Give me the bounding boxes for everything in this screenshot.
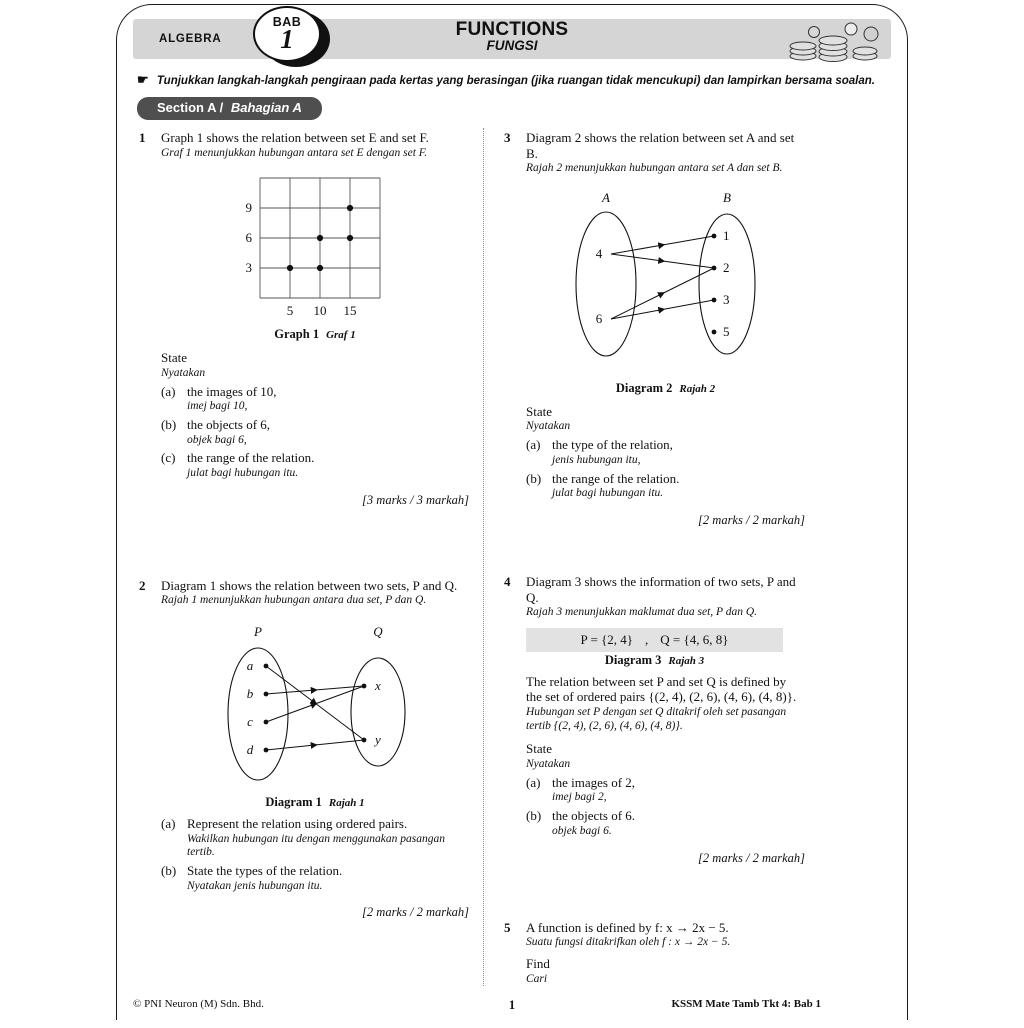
copyright-text: © PNI Neuron (M) Sdn. Bhd. xyxy=(133,998,264,1010)
two-column-layout xyxy=(131,128,893,986)
section-a-badge xyxy=(137,97,322,120)
question-3-part-b: (b) the range of the relation. julat bagi hubungan itu. xyxy=(526,470,680,500)
chapter-number: 1 xyxy=(280,24,294,54)
question-4-number: 4 xyxy=(504,573,511,589)
page-footer xyxy=(133,998,891,1010)
question-4-state: State Nyatakan xyxy=(526,741,571,771)
set-p-label: P xyxy=(254,624,262,640)
pointing-hand-icon: ☛ xyxy=(137,72,149,87)
header-bar xyxy=(133,15,891,59)
question-5-text-en: A function is defined by f: x → 2x − 5. xyxy=(526,919,729,935)
svg-text:6: 6 xyxy=(595,310,602,326)
question-1-part-c: (c) the range of the relation. julat bagi hubungan itu. xyxy=(161,450,315,479)
title-ms: FUNGSI xyxy=(486,38,538,54)
question-4-part-b: (b) the objects of 6. objek bagi 6. xyxy=(526,808,636,837)
page-title xyxy=(133,20,891,53)
svg-text:15: 15 xyxy=(343,303,356,319)
set-b-label: B xyxy=(722,189,731,205)
instruction-text: Tunjukkan langkah-langkah pengiraan pada kertas yang berasingan (jika ruangan tidak mencukupi) dan lampirkan bersama soalan. xyxy=(156,75,875,87)
svg-text:d: d xyxy=(246,742,254,758)
question-3-state: State Nyatakan xyxy=(526,403,571,433)
svg-text:10: 10 xyxy=(313,303,326,319)
page-frame xyxy=(116,4,908,1020)
question-4-part-a: (a) the images of 2, imej bagi 2, xyxy=(526,774,636,804)
subject-label: ALGEBRA xyxy=(159,33,222,45)
question-5 xyxy=(504,920,805,987)
spacer xyxy=(504,866,805,920)
question-2-text-ms: Rajah 1 menunjukkan hubungan antara dua set, P dan Q. xyxy=(161,594,427,607)
graph1-x-ticks xyxy=(286,303,356,318)
svg-text:a: a xyxy=(246,658,254,674)
svg-text:3: 3 xyxy=(245,260,252,276)
question-4 xyxy=(504,574,805,866)
question-3-part-a: (a) the type of the relation, jenis hubungan itu, xyxy=(526,437,673,466)
set-p-ellipse xyxy=(228,648,288,780)
diagram1-figure xyxy=(161,618,469,810)
chapter-badge-oval xyxy=(253,6,321,62)
question-1-text-ms: Graf 1 menunjukkan hubungan antara set E dengan set F. xyxy=(161,146,428,159)
diagram1-edges xyxy=(266,666,364,750)
svg-text:6: 6 xyxy=(245,230,252,246)
question-1-marks: [3 marks / 3 markah] xyxy=(362,492,469,507)
svg-text:5: 5 xyxy=(722,323,729,339)
question-3 xyxy=(504,130,805,528)
question-4-marks: [2 marks / 2 markah] xyxy=(698,850,805,865)
right-column xyxy=(483,128,893,986)
question-3-text-ms: Rajah 2 menunjukkan hubungan antara set A dan set B. xyxy=(526,162,783,175)
chapter-label: BAB xyxy=(272,15,302,29)
set-q-ellipse xyxy=(351,658,405,766)
diagram1-svg xyxy=(200,618,430,790)
svg-text:1: 1 xyxy=(722,227,729,243)
question-1-number: 1 xyxy=(139,130,146,145)
question-4-text-en: Diagram 3 shows the information of two sets, P and Q. xyxy=(526,573,796,605)
svg-text:c: c xyxy=(247,714,253,730)
set-q-definition: Q = {4, 6, 8} xyxy=(660,631,729,647)
question-1-text-en: Graph 1 shows the relation between set E and set F. xyxy=(161,130,429,145)
graph1-y-ticks xyxy=(245,200,252,275)
svg-text:9: 9 xyxy=(245,200,252,216)
instruction-line xyxy=(137,72,887,88)
question-4-text-ms: Rajah 3 menunjukkan maklumat dua set, P dan Q. xyxy=(526,606,758,619)
question-5-text-ms: Suatu fungsi ditakrifkan oleh f : x → 2x − 5. xyxy=(526,936,731,949)
set-q-label: Q xyxy=(373,624,383,640)
question-3-text-en: Diagram 2 shows the relation between set A and set B. xyxy=(526,130,795,161)
question-2 xyxy=(139,578,469,921)
sets-definition-box: P = {2, 4} , Q = {4, 6, 8} xyxy=(526,628,783,652)
question-1-part-a: (a) the images of 10, imej bagi 10, xyxy=(161,383,277,413)
question-1-part-b: (b) the objects of 6, objek bagi 6, xyxy=(161,416,271,446)
question-2-marks: [2 marks / 2 markah] xyxy=(362,905,469,920)
svg-text:2: 2 xyxy=(722,259,729,275)
diagram3-caption: Diagram 3 Rajah 3 xyxy=(604,652,705,667)
svg-text:4: 4 xyxy=(595,245,602,261)
title-en: FUNCTIONS xyxy=(455,19,569,40)
question-2-number: 2 xyxy=(139,577,146,593)
question-1-state: State Nyatakan xyxy=(161,350,206,379)
spacer xyxy=(139,508,469,578)
chapter-badge xyxy=(253,6,335,70)
set-a-ellipse xyxy=(576,212,636,356)
diagram2-figure xyxy=(526,186,805,396)
left-column xyxy=(131,128,483,986)
section-label-en: Section A / xyxy=(157,100,224,115)
question-2-part-a: (a) Represent the relation using ordered pairs. Wakilkan hubungan itu dengan menggunakan pasangan tertib. xyxy=(161,815,445,859)
diagram2-caption: Diagram 2 Rajah 2 xyxy=(615,380,716,395)
diagram2-svg xyxy=(551,186,781,376)
svg-text:5: 5 xyxy=(286,303,293,319)
graph1-svg xyxy=(228,170,403,322)
question-2-part-b: (b) State the types of the relation. Nyatakan jenis hubungan itu. xyxy=(161,863,343,892)
book-reference: KSSM Mate Tamb Tkt 4: Bab 1 xyxy=(671,998,821,1010)
diagram3-figure xyxy=(526,628,783,668)
graph1-figure xyxy=(161,170,469,342)
set-p-definition: P = {2, 4} xyxy=(580,631,634,647)
question-2-text-en: Diagram 1 shows the relation between two sets, P and Q. xyxy=(161,577,458,593)
question-5-find: Find Cari xyxy=(526,956,550,985)
spacer xyxy=(504,528,805,574)
money-coins-icon xyxy=(781,14,885,64)
question-3-marks: [2 marks / 2 markah] xyxy=(698,512,805,527)
graph1-caption: Graph 1 Graf 1 xyxy=(274,326,356,341)
question-4-body-ms: Hubungan set P dengan set Q ditakrif oleh set pasangan tertib {(2, 4), (2, 6), (4, 6), (4, 8)}. xyxy=(526,705,787,732)
svg-text:b: b xyxy=(246,686,254,702)
question-5-number: 5 xyxy=(504,919,511,935)
worksheet-page xyxy=(116,4,908,1020)
svg-text:3: 3 xyxy=(722,291,729,307)
question-3-number: 3 xyxy=(504,130,511,145)
diagram2-edges xyxy=(611,236,714,319)
page-number: 1 xyxy=(508,998,516,1012)
question-4-body-en: The relation between set P and set Q is defined by the set of ordered pairs {(2, 4), (2, 6), (4, 6), (4, 8)}. xyxy=(526,673,797,705)
set-a-label: A xyxy=(601,189,610,205)
question-1 xyxy=(139,130,469,508)
svg-text:y: y xyxy=(375,732,381,748)
section-label-ms: Bahagian A xyxy=(230,100,302,115)
svg-text:x: x xyxy=(375,678,381,694)
diagram1-caption: Diagram 1 Rajah 1 xyxy=(265,794,365,809)
